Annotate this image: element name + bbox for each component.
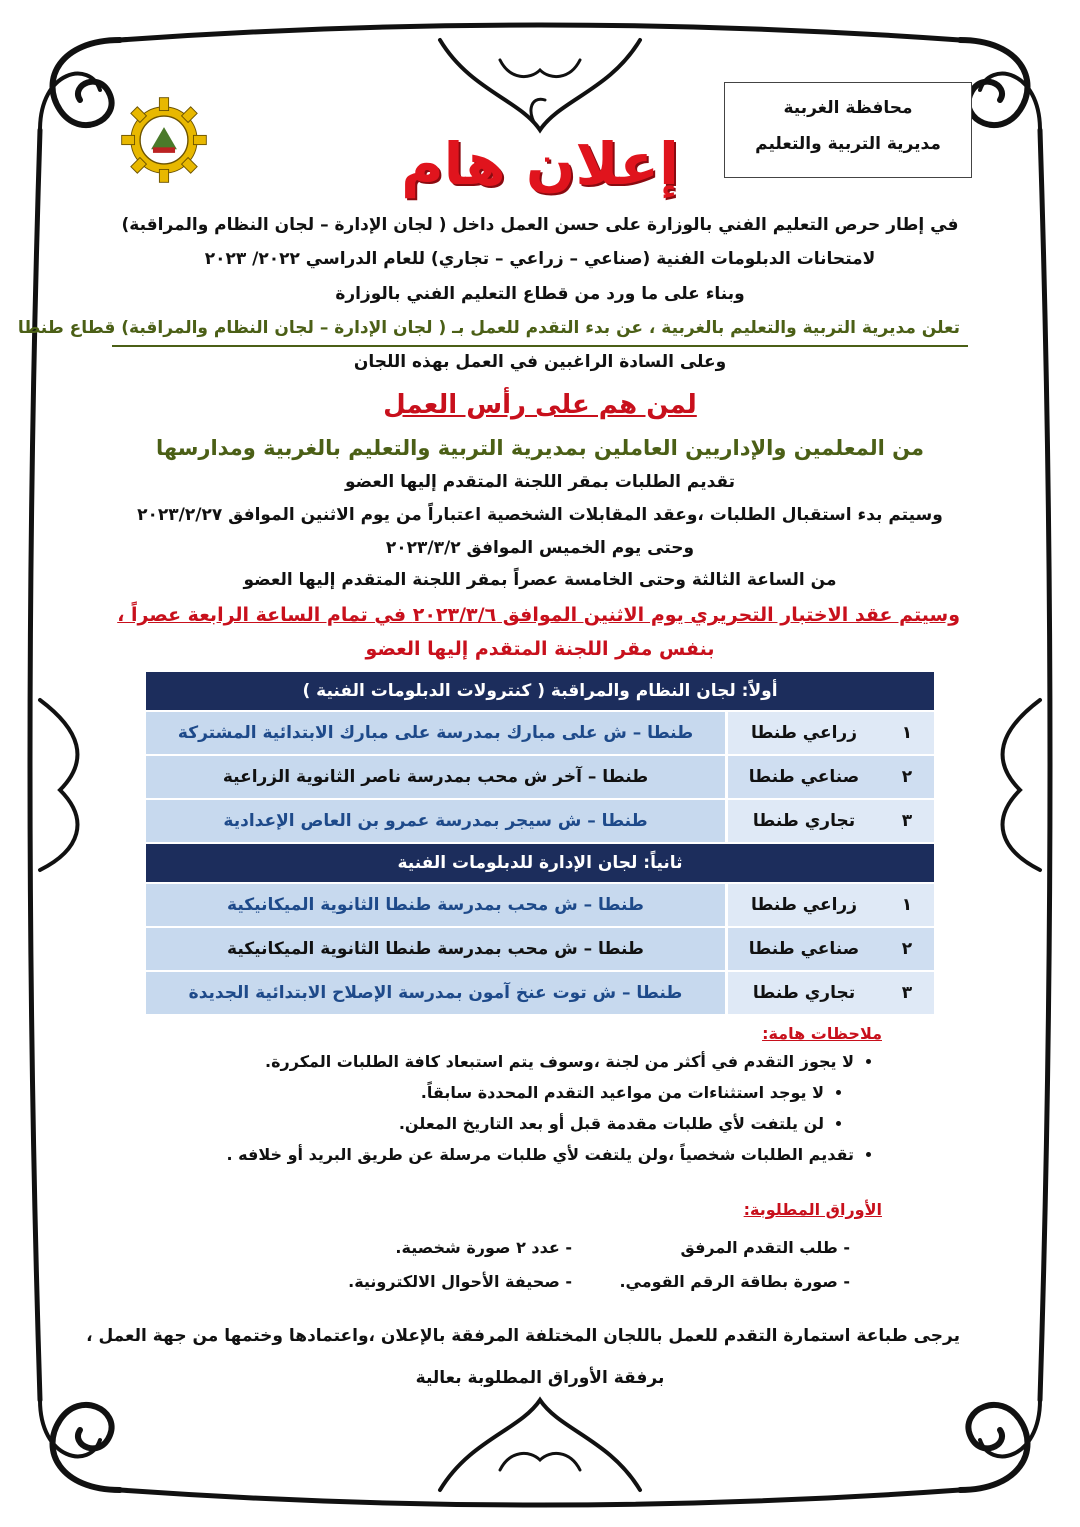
document-item: - صورة بطاقة الرقم القومي.: [619, 1272, 850, 1291]
intro-line-1: في إطار حرص التعليم الفني بالوزارة على حسن العمل داخل ( لجان الإدارة – لجان النظام والمراقبة): [121, 215, 959, 235]
list-item: • لا يجوز التقدم في أكثر من لجنة ،وسوف يتم استبعاد كافة الطلبات المكررة.: [134, 1052, 854, 1071]
notes-list: [134, 1052, 880, 1176]
table-header-row: [146, 844, 934, 882]
control-committees-table: [146, 670, 934, 1016]
exam-line-1: وسيتم عقد الاختبار التحريري يوم الاثنين الموافق ٢٠٢٣/٣/٦ في تمام الساعة الرابعة عصراً ،: [117, 604, 960, 626]
announcement-line: تعلن مديرية التربية والتعليم بالغربية ، عن بدء التقدم للعمل بـ ( لجان الإدارة – لجان النظام والمراقبة) قطاع طنطا: [17, 318, 960, 338]
document-item: - عدد ٢ صورة شخصية.: [395, 1238, 572, 1257]
committee-location: طنطا – ش سيجر بمدرسة عمرو بن العاص الإعدادية: [146, 800, 725, 842]
committee-location: طنطا – ش توت عنخ آمون بمدرسة الإصلاح الابتدائية الجديدة: [146, 972, 725, 1014]
notes-heading: ملاحظات هامة:: [762, 1024, 882, 1043]
committee-name: زراعي طنطا: [725, 884, 880, 926]
table-header-row: [146, 672, 934, 710]
row-number: ١: [880, 884, 934, 926]
intro-line-5: وعلى السادة الراغبين في العمل بهذه اللجان: [353, 352, 727, 372]
committee-location: طنطا – ش على مبارك بمدرسة على مبارك الابتدائية المشتركة: [146, 712, 725, 754]
exam-line-2: بنفس مقر اللجنة المتقدم إليها العضو: [365, 638, 715, 660]
table-row: [146, 884, 934, 926]
committee-name: صناعي طنطا: [725, 928, 880, 970]
section2-heading: ثانياً: لجان الإدارة للدبلومات الفنية: [146, 844, 934, 882]
document-item: - صحيفة الأحوال الالكترونية.: [348, 1272, 572, 1291]
table-row: [146, 800, 934, 842]
row-number: ١: [880, 712, 934, 754]
row-number: ٣: [880, 800, 934, 842]
committee-name: زراعي طنطا: [725, 712, 880, 754]
document-item: - طلب التقدم المرفق: [680, 1238, 850, 1257]
row-number: ٢: [880, 756, 934, 798]
detail-line-4: من الساعة الثالثة وحتى الخامسة عصراً بمقر اللجنة المتقدم إليها العضو: [243, 570, 837, 590]
eligibility-heading: لمن هم على رأس العمل: [383, 390, 697, 420]
table-row: [146, 928, 934, 970]
directorate-gear-emblem-icon: [118, 94, 210, 186]
intro-line-3: وبناء على ما ورد من قطاع التعليم الفني بالوزارة: [335, 284, 745, 304]
intro-line-2: لامتحانات الدبلومات الفنية (صناعي – زراعي – تجاري) للعام الدراسي ٢٠٢٢/ ٢٠٢٣: [204, 249, 876, 269]
governorate-name: محافظة الغربية: [783, 98, 913, 118]
committee-name: تجاري طنطا: [725, 972, 880, 1014]
detail-line-1: تقديم الطلبات بمقر اللجنة المتقدم إليها العضو: [344, 472, 736, 492]
row-number: ٢: [880, 928, 934, 970]
table-row: [146, 972, 934, 1014]
committee-location: طنطا – ش محب بمدرسة طنطا الثانوية الميكانيكية: [146, 884, 725, 926]
committee-location: طنطا – ش محب بمدرسة طنطا الثانوية الميكانيكية: [146, 928, 725, 970]
section1-heading: أولاً: لجان النظام والمراقبة ( كنترولات الدبلومات الفنية ): [146, 672, 934, 710]
list-item: • لا يوجد استثناءات من مواعيد التقدم المحددة سابقاً.: [134, 1083, 824, 1102]
list-item: • تقديم الطلبات شخصياً ،ولن يلتفت لأي طلبات مرسلة عن طريق البريد أو خلافه .: [134, 1145, 854, 1164]
committee-name: تجاري طنطا: [725, 800, 880, 842]
eligibility-line: من المعلمين والإداريين العاملين بمديرية التربية والتعليم بالغربية ومدارسها: [155, 436, 925, 460]
committee-location: طنطا – آخر ش محب بمدرسة ناصر الثانوية الزراعية: [146, 756, 725, 798]
documents-heading: الأوراق المطلوبة:: [743, 1200, 882, 1219]
footer-line-2: برفقة الأوراق المطلوبة بعالية: [415, 1368, 665, 1388]
divider-line: [112, 345, 968, 347]
directorate-name: مديرية التربية والتعليم: [755, 134, 941, 154]
committee-name: صناعي طنطا: [725, 756, 880, 798]
page-title: إعلان هام: [401, 130, 679, 198]
detail-line-2: وسيتم بدء استقبال الطلبات ،وعقد المقابلات الشخصية اعتباراً من يوم الاثنين الموافق ٢٠٢٣/٢/٢٧: [137, 505, 943, 525]
row-number: ٣: [880, 972, 934, 1014]
governorate-header-box: [724, 82, 972, 178]
footer-line-1: يرجى طباعة استمارة التقدم للعمل باللجان المختلفة المرفقة بالإعلان ،واعتمادها وختمها من جهة العمل ،: [86, 1326, 960, 1346]
list-item: • لن يلتفت لأي طلبات مقدمة قبل أو بعد التاريخ المعلن.: [134, 1114, 824, 1133]
detail-line-3: وحتى يوم الخميس الموافق ٢٠٢٣/٣/٢: [385, 538, 695, 558]
table-row: [146, 712, 934, 754]
table-row: [146, 756, 934, 798]
